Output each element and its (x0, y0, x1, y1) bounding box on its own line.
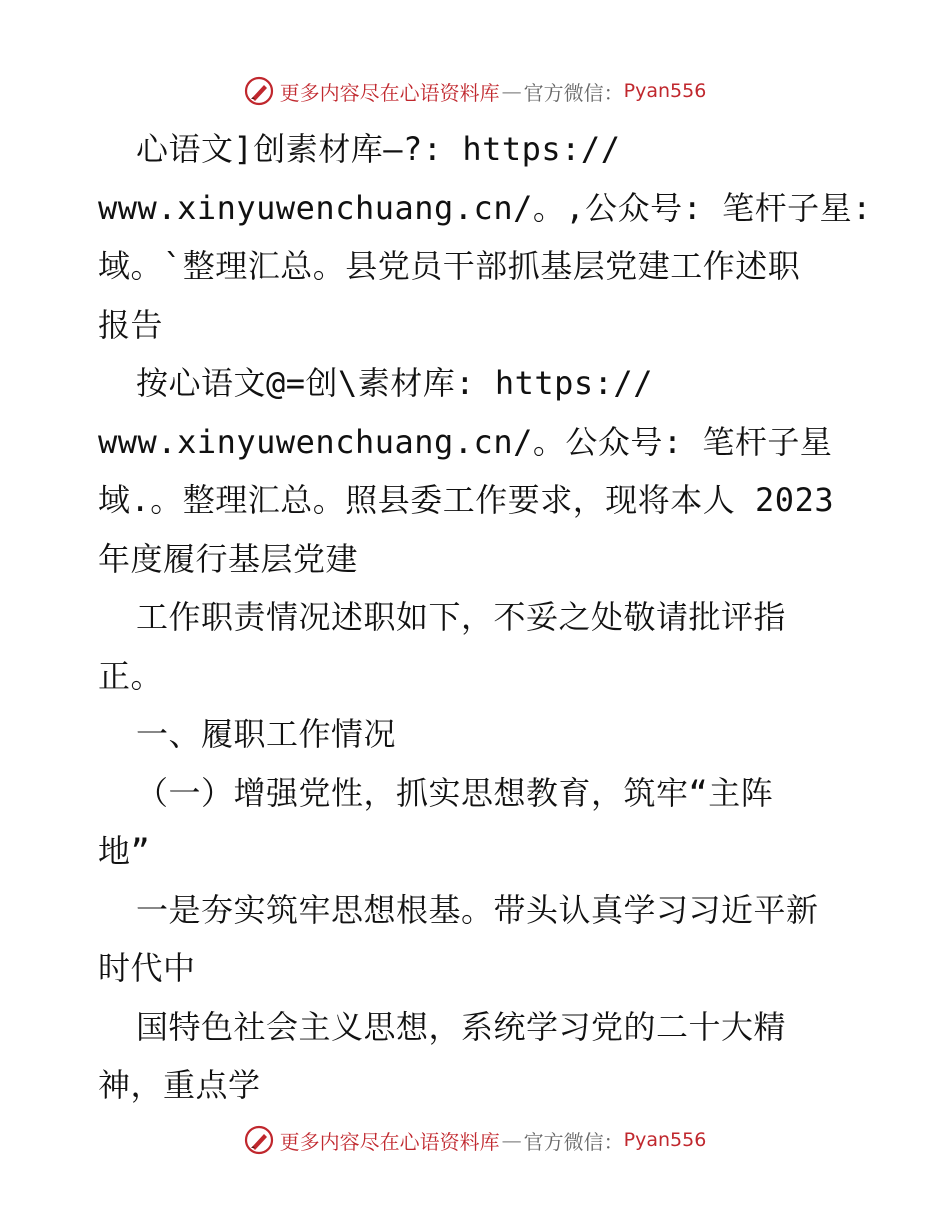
text-line: 工作职责情况述职如下，不妥之处敬请批评指 (136, 598, 787, 636)
text-line: 正。 (98, 656, 164, 695)
watermark-separator: — (501, 79, 522, 103)
document-body (98, 120, 872, 1115)
text-line: 域。`整理汇总。县党员干部抓基层党建工作述职 (98, 247, 801, 285)
watermark-wechat-label: 官方微信： (523, 80, 624, 105)
text-line: www.xinyuwenchuang.cn/。,公众号: 笔杆子星: (98, 188, 872, 227)
watermark-wechat-id: Pyan556 (623, 80, 707, 102)
footer-watermark (0, 1118, 950, 1162)
text-line: 年度履行基层党建 (98, 539, 359, 578)
text-line: 国特色社会主义思想，系统学习党的二十大精 (136, 1007, 787, 1046)
watermark-main-text: 更多内容尽在心语资料库 (279, 80, 500, 105)
watermark-wechat-id: Pyan556 (623, 1129, 707, 1151)
watermark-wechat-label: 官方微信： (523, 1129, 624, 1154)
watermark-separator: — (501, 1128, 522, 1152)
watermark-main-text: 更多内容尽在心语资料库 (279, 1129, 500, 1154)
text-line: 按心语文@=创\素材库: https:// (136, 364, 653, 402)
header-watermark (0, 69, 950, 113)
text-line: 域.。整理汇总。照县委工作要求，现将本人 2023 (98, 481, 835, 519)
text-line: 一、履职工作情况 (136, 715, 397, 753)
text-line: 神，重点学 (98, 1066, 261, 1104)
text-line: 地” (98, 832, 151, 870)
text-line: 报告 (98, 305, 164, 344)
text-line: www.xinyuwenchuang.cn/。公众号: 笔杆子星 (98, 422, 833, 461)
text-line: 一是夯实筑牢思想根基。带头认真学习习近平新 (136, 890, 819, 929)
pen-logo-icon (244, 76, 274, 106)
text-line: 时代中 (98, 949, 196, 987)
text-line: （一）增强党性，抓实思想教育，筑牢“主阵 (136, 773, 774, 812)
pen-logo-icon (244, 1125, 274, 1155)
text-line: 心语文]创素材库—?: https:// (136, 130, 621, 168)
